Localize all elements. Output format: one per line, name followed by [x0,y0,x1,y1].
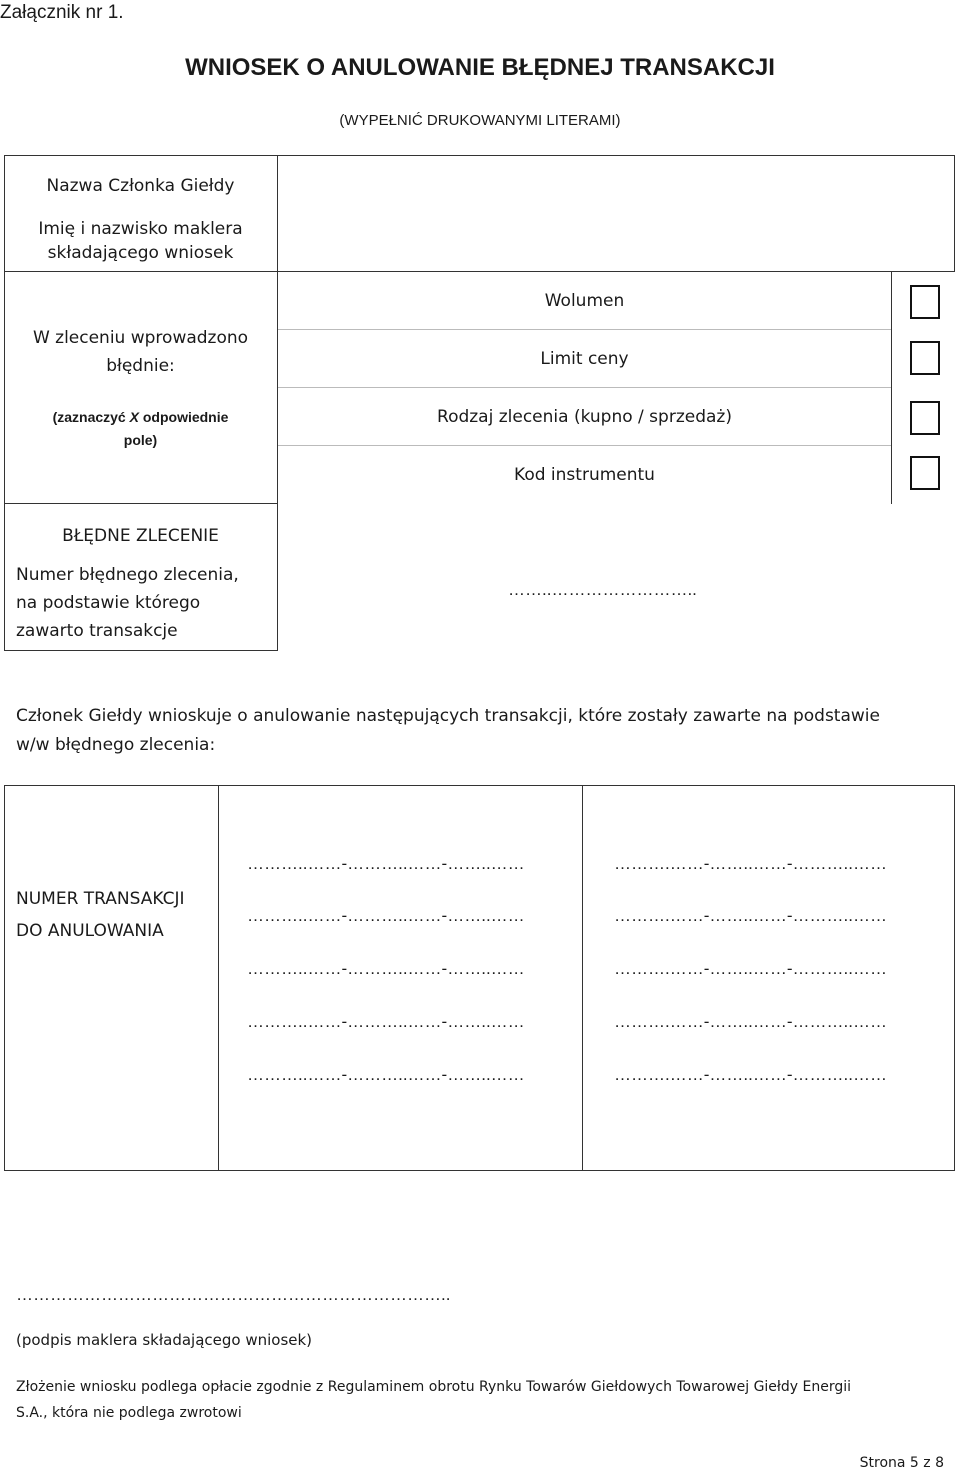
request-text-line2: w/w błędnego zlecenia: [16,735,216,755]
option-price-limit-label: Limit ceny [540,349,629,369]
transaction-left-2[interactable]: ………..……-………..……-……..…… [247,906,525,925]
checkbox-volume[interactable] [910,285,940,319]
signature-line[interactable]: ………………………………………………………………….. [16,1285,451,1304]
mark-hint-line2: pole) [123,432,158,448]
checkbox-order-type[interactable] [910,401,940,435]
option-order-type-label: Rodzaj zlecenia (kupno / sprzedaż) [437,407,732,427]
wrong-order-heading: BŁĘDNE ZLECENIE [62,526,219,546]
broker-name-label-line2: składającego wniosek [47,243,234,263]
member-name-label: Nazwa Członka Giełdy [46,176,235,196]
fee-note-line1: Złożenie wniosku podlega opłacie zgodnie z Regulaminem obrotu Rynku Towarów Giełdowych Towarowej Giełdy Energii [16,1379,852,1395]
transaction-left-4[interactable]: ………..……-………..……-……..…… [247,1012,525,1031]
wrong-order-label-line3: zawarto transakcje [16,621,178,641]
wrong-order-label-line1: Numer błędnego zlecenia, [16,565,239,585]
transaction-right-2[interactable]: ……….……-……..……-………..…… [614,906,887,925]
transaction-left-5[interactable]: ………..……-………..……-……..…… [247,1065,525,1084]
wrong-order-number-field[interactable]: ……..…………………….. [508,580,697,599]
transaction-number-label-line2: DO ANULOWANIA [16,921,164,941]
transaction-left-3[interactable]: ………..……-………..……-……..…… [247,959,525,978]
transaction-right-3[interactable]: ……….……-……..……-………..…… [614,959,887,978]
option-volume-label: Wolumen [544,291,625,311]
option-instrument-code-label: Kod instrumentu [514,465,655,485]
fee-note-line2: S.A., która nie podlega zwrotowi [16,1405,242,1421]
wrong-order-label-line2: na podstawie którego [16,593,201,613]
signature-caption: (podpis maklera składającego wniosek) [16,1331,313,1349]
attachment-label: Załącznik nr 1. [0,2,124,23]
request-text-line1: Członek Giełdy wnioskuje o anulowanie następujących transakcji, które zostały zawarte na podstawie [16,706,880,726]
checkbox-price-limit[interactable] [910,341,940,375]
checkbox-instrument-code[interactable] [910,456,940,490]
mark-hint-line1: (zaznaczyć X odpowiednie [52,409,229,425]
transaction-left-1[interactable]: ………..……-………..……-……..…… [247,854,525,873]
error-label-line2: błędnie: [106,356,175,376]
transaction-right-4[interactable]: ……….……-……..……-………..…… [614,1012,887,1031]
form-title: WNIOSEK O ANULOWANIE BŁĘDNEJ TRANSAKCJI [185,54,775,81]
member-name-field[interactable] [278,156,954,271]
transaction-right-1[interactable]: ……….……-……..……-………..…… [614,854,887,873]
transaction-right-5[interactable]: ……….……-……..……-………..…… [614,1065,887,1084]
broker-name-label-line1: Imię i nazwisko maklera [38,219,243,239]
transaction-number-label-line1: NUMER TRANSAKCJI [16,889,185,909]
error-label-line1: W zleceniu wprowadzono [32,328,249,348]
page-number: Strona 5 z 8 [859,1455,944,1471]
form-subtitle: (WYPEŁNIĆ DRUKOWANYMI LITERAMI) [339,112,621,129]
